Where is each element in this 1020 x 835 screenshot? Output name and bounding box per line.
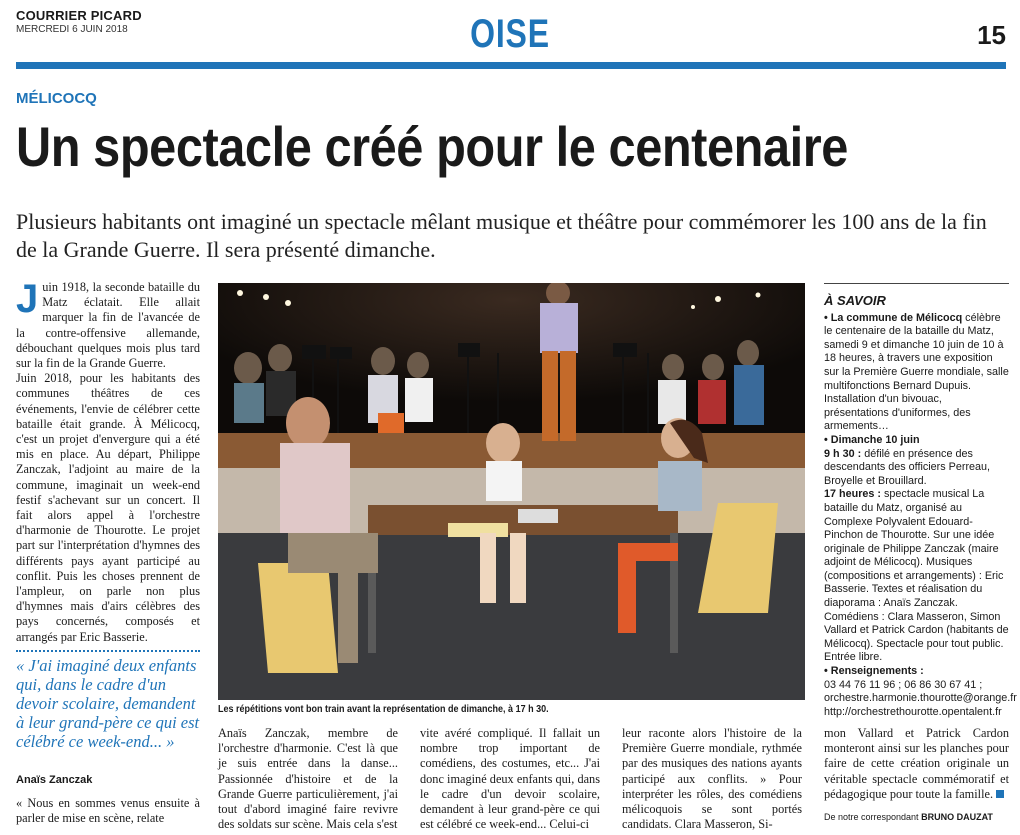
info-item-show-text: spectacle musical La bataille du Matz, organisé au Complexe Polyvalent Edouard-Pinchon de Thourotte. Sur une idée originale de Philippe Zanczak (maire adjoint de Mélicocq). Musiques (compositions et arrangements) : Eric Basserie. Textes et réalisation du diaporama : Anaïs Zanczak. Comédiens : Clara Masseron, Simon Vallard et Patrick Cardon (habitants de Mélicocq). Spectacle pour tout public. Entrée libre. [824, 488, 1009, 664]
body-column-5 [824, 726, 1009, 802]
publication-name: COURRIER PICARD [16, 8, 142, 23]
photo-caption: Les répétitions vont bon train avant la représentation de dimanche, à 17 h 30. [218, 704, 549, 715]
issue-date: MERCREDI 6 JUIN 2018 [16, 24, 128, 35]
page-number: 15 [977, 20, 1006, 50]
paragraph-intro: uin 1918, la seconde bataille du Matz éclatait. Elle allait marquer la fin de l'avancée de la contre-offensive allemande, débouchant quelques mois plus tard sur la fin de la Grande Guerre. [16, 280, 200, 371]
article-headline: Un spectacle créé pour le centenaire [16, 115, 848, 178]
info-item-parade-time: 9 h 30 : [824, 447, 862, 460]
info-phone: 03 44 76 11 96 ; 06 86 30 67 41 ; [824, 678, 983, 691]
section-title: OISE [470, 12, 550, 56]
body-column-4: leur raconte alors l'histoire de la Première Guerre mondiale, rythmée par des musiques des nations ayants participé aux conflits. » Pour interpréter les rôles, des comédiens mélicoquois se sont portés candidats. Clara Masseron, Si- [622, 726, 802, 832]
body-column-3: vite avéré compliqué. Il fallait un nombre trop important de comédiens, des costumes, etc... J'ai donc imaginé deux enfants qui, dans le cadre d'un devoir scolaire, demandent à leur grand-père ce qui est célébré ce week-end... Celui-ci [420, 726, 600, 832]
paragraph-project: Juin 2018, pour les habitants des communes théâtres de ces événements, l'envie de célébrer cette bataille était grande. À Mélicocq, c'est un projet d'envergure qui a été mis en place. Au départ, Philippe Zanczak, l'adjoint au maire de la commune, imaginait un week-end festif s'achevant sur un concert. Il fait alors appel à l'orchestre d'harmonie de Thourotte. Le projet part sur l'interprétation d'hymnes des différents pays ayant participé au conflit. Puis les choses prennent de l'ampleur, on parle non plus d'hymnes mais d'airs célèbres des pays concernés, composés et arrangés par Eric Basserie. [16, 371, 200, 644]
header-rule [16, 62, 1006, 69]
quote-author: Anaïs Zanczak [16, 774, 93, 786]
article-photo [218, 283, 805, 700]
body-column-5-text: mon Vallard et Patrick Cardon monteront ainsi sur les planches pour faire de cette création originale un véritable spectacle commémoratif et pédagogique pour toute la famille. [824, 726, 1009, 801]
info-email[interactable]: orchestre.harmonie.thourotte@orange.fr [824, 692, 1017, 705]
info-item-contact [824, 665, 1009, 679]
drop-cap: J [16, 277, 39, 321]
quote-divider [16, 650, 200, 652]
article-standfirst: Plusieurs habitants ont imaginé un spectacle mêlant musique et théâtre pour commémorer les 100 ans de la fin de la Grande Guerre. Il sera présenté dimanche. [16, 209, 987, 262]
correspondent-name: BRUNO DAUZAT [921, 812, 993, 822]
info-item-date [824, 434, 1009, 448]
article-kicker: MÉLICOCQ [16, 90, 97, 107]
info-item-commune [824, 312, 1009, 434]
info-box-title: À SAVOIR [824, 283, 1009, 308]
info-url[interactable]: http://orchestrethourotte.opentalent.fr [824, 705, 1002, 718]
info-item-commune-text: célèbre le centenaire de la bataille du Matz, samedi 9 et dimanche 10 juin de 10 à 18 heures, à travers une exposition sur la Première Guerre mondiale, salle multifonctions Bernard Dupuis. Installation d'un bivouac, présentations d'uniformes, des armements… [824, 311, 1009, 433]
correspondent-credit [824, 812, 993, 822]
body-column-1 [16, 277, 200, 645]
info-item-show [824, 488, 1009, 665]
body-column-1-tail: « Nous en sommes venus ensuite à parler de mise en scène, relate [16, 796, 200, 825]
info-item-contact-label: • Renseignements : [824, 665, 924, 678]
info-item-show-time: 17 heures : [824, 488, 882, 501]
end-mark [996, 790, 1004, 798]
info-box [824, 283, 1017, 719]
info-item-parade [824, 448, 1009, 489]
info-item-commune-label: • La commune de Mélicocq [824, 311, 963, 324]
correspondent-label: De notre correspondant [824, 812, 919, 822]
rehearsal-photo-illustration [218, 283, 805, 700]
info-item-parade-text: défilé en présence des descendants des officiers Perreau, Broyelle et Brouillard. [824, 447, 991, 487]
body-column-2: Anaïs Zanczak, membre de l'orchestre d'harmonie. C'est là que je suis entrée dans la danse... Passionnée d'histoire et de la Grande Guerre particulièrement, j'ai tout d'abord imaginé faire revivre des soldats sur scène. Mais cela s'est [218, 726, 398, 832]
info-item-date-label: • Dimanche 10 juin [824, 433, 920, 446]
pull-quote: « J'ai imaginé deux enfants qui, dans le cadre d'un devoir scolaire, demandent à leur grand-père ce qui est célébré ce week-end... » [16, 656, 200, 751]
